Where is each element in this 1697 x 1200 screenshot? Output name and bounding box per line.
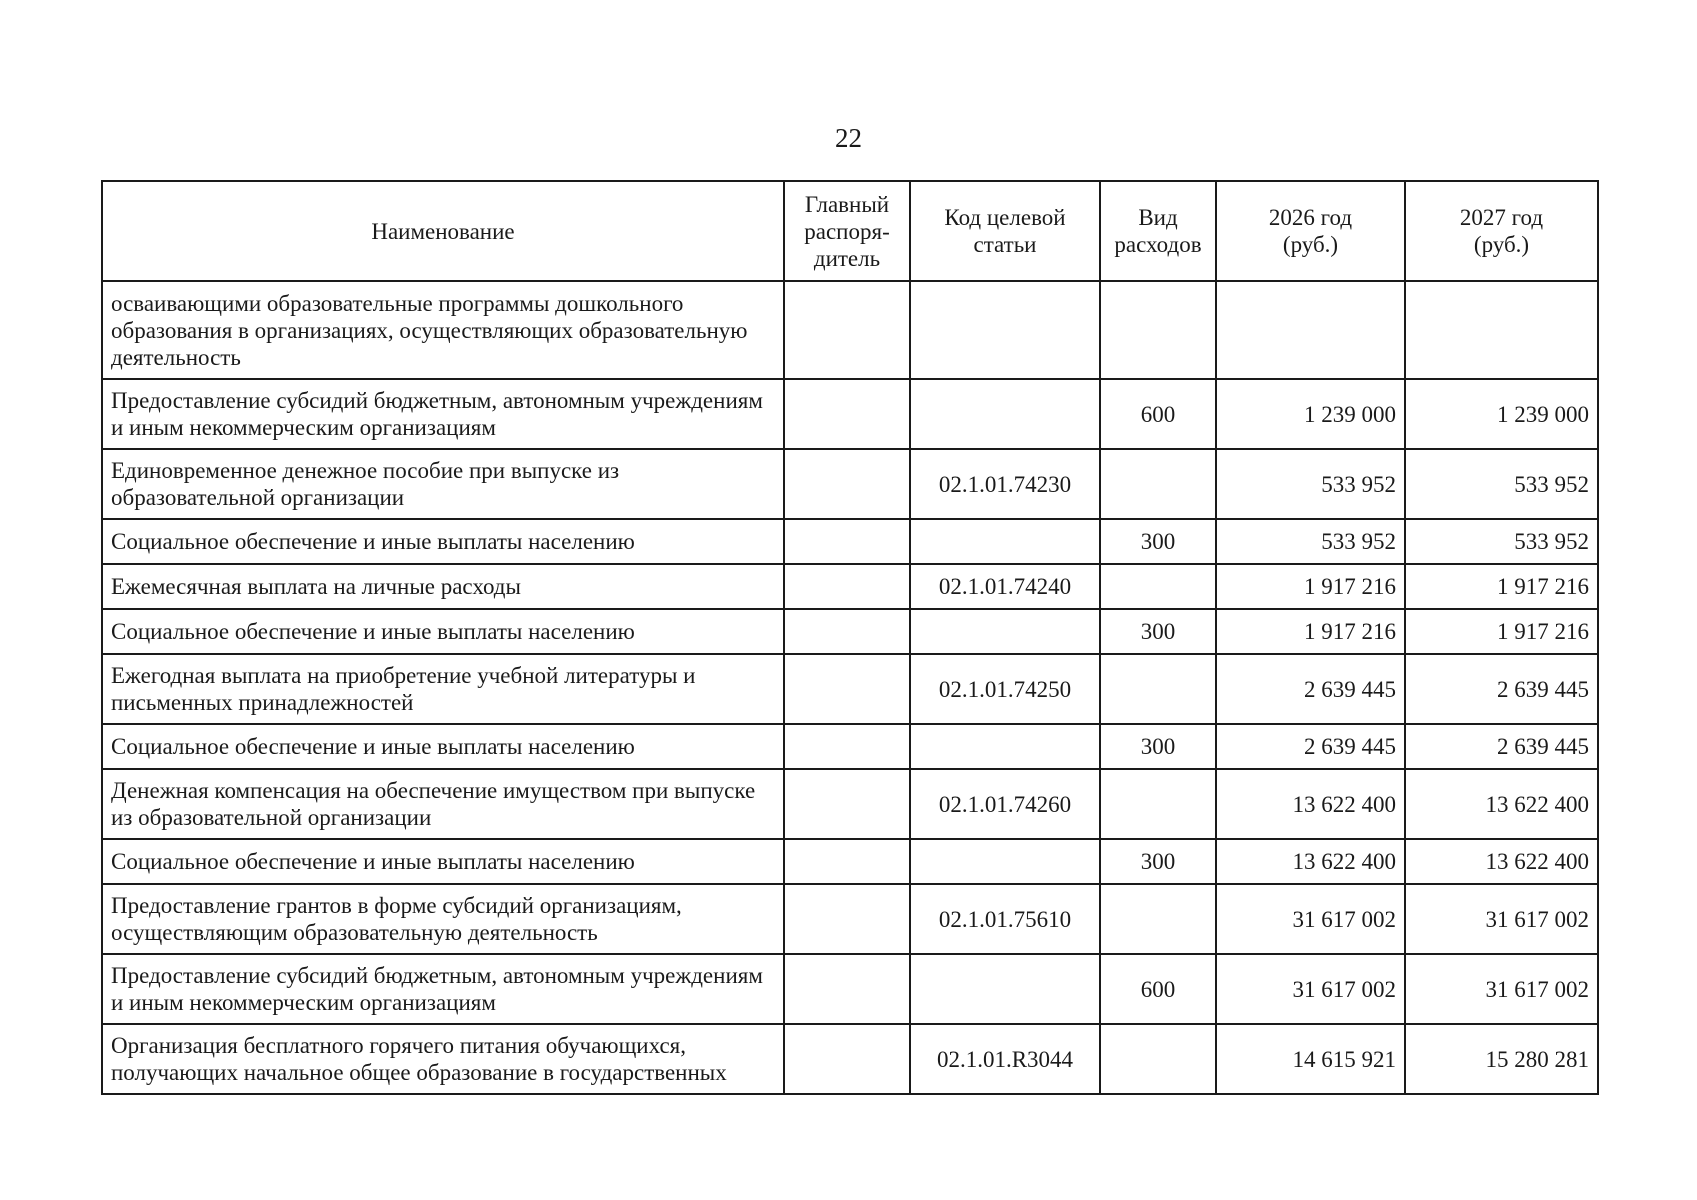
header-admin-line: распоря- (804, 218, 890, 244)
cell-2027 (1405, 281, 1598, 379)
cell-name: Организация бесплатного горячего питания обучающихся, получающих начальное общее образование в государственных (102, 1024, 784, 1094)
cell-name: Социальное обеспечение и иные выплаты населению (102, 609, 784, 654)
cell-2026: 31 617 002 (1216, 954, 1405, 1024)
cell-name: Социальное обеспечение и иные выплаты населению (102, 724, 784, 769)
header-year-2026-line: 2026 год (1268, 205, 1353, 230)
header-admin-line: дитель (813, 245, 881, 271)
header-kind-line: расходов (1114, 232, 1202, 257)
header-admin (784, 181, 910, 281)
table-row (102, 884, 1598, 954)
cell-2027: 2 639 445 (1405, 654, 1598, 724)
cell-admin (784, 564, 910, 609)
cell-2026: 13 622 400 (1216, 839, 1405, 884)
cell-code (910, 281, 1100, 379)
cell-kind (1100, 564, 1216, 609)
cell-admin (784, 724, 910, 769)
cell-code: 02.1.01.74240 (910, 564, 1100, 609)
cell-kind (1100, 884, 1216, 954)
cell-code: 02.1.01.74230 (910, 449, 1100, 519)
cell-code (910, 609, 1100, 654)
header-year-2027 (1405, 181, 1598, 281)
header-name-line: Наименование (371, 218, 515, 244)
cell-2026: 1 917 216 (1216, 609, 1405, 654)
cell-admin (784, 769, 910, 839)
cell-name: Денежная компенсация на обеспечение имуществом при выпуске из образовательной организации (102, 769, 784, 839)
cell-2026: 1 239 000 (1216, 379, 1405, 449)
header-code-line: Код целевой (944, 205, 1066, 230)
cell-name: Социальное обеспечение и иные выплаты населению (102, 519, 784, 564)
cell-kind (1100, 1024, 1216, 1094)
cell-code (910, 839, 1100, 884)
cell-name: Ежемесячная выплата на личные расходы (102, 564, 784, 609)
cell-2026: 13 622 400 (1216, 769, 1405, 839)
cell-admin (784, 609, 910, 654)
cell-kind (1100, 769, 1216, 839)
header-code (910, 181, 1100, 281)
table-row (102, 769, 1598, 839)
cell-kind: 600 (1100, 379, 1216, 449)
cell-code: 02.1.01.75610 (910, 884, 1100, 954)
cell-2026 (1216, 281, 1405, 379)
cell-2027: 13 622 400 (1405, 769, 1598, 839)
cell-kind (1100, 281, 1216, 379)
header-kind-line: Вид (1138, 205, 1178, 230)
cell-2026: 2 639 445 (1216, 724, 1405, 769)
cell-2027: 1 239 000 (1405, 379, 1598, 449)
table-row (102, 724, 1598, 769)
cell-kind (1100, 654, 1216, 724)
cell-admin (784, 839, 910, 884)
cell-2026: 533 952 (1216, 519, 1405, 564)
budget-table (101, 180, 1599, 1095)
table-row (102, 1024, 1598, 1094)
header-year-2027-line: (руб.) (1473, 232, 1530, 257)
cell-name: Единовременное денежное пособие при выпуске из образовательной организации (102, 449, 784, 519)
table-row (102, 564, 1598, 609)
header-year-2026-line: (руб.) (1282, 232, 1339, 257)
table-row (102, 281, 1598, 379)
table-row (102, 379, 1598, 449)
cell-kind: 300 (1100, 724, 1216, 769)
header-code-line: статьи (973, 232, 1037, 257)
header-kind (1100, 181, 1216, 281)
cell-2027: 15 280 281 (1405, 1024, 1598, 1094)
cell-admin (784, 1024, 910, 1094)
cell-admin (784, 519, 910, 564)
cell-code (910, 379, 1100, 449)
cell-kind: 300 (1100, 609, 1216, 654)
cell-name: Социальное обеспечение и иные выплаты населению (102, 839, 784, 884)
cell-name: осваивающими образовательные программы дошкольного образования в организациях, осуществляющих образовательную деятельность (102, 281, 784, 379)
cell-admin (784, 281, 910, 379)
cell-code: 02.1.01.R3044 (910, 1024, 1100, 1094)
cell-2026: 1 917 216 (1216, 564, 1405, 609)
cell-name: Ежегодная выплата на приобретение учебной литературы и письменных принадлежностей (102, 654, 784, 724)
cell-2026: 14 615 921 (1216, 1024, 1405, 1094)
header-year-2026 (1216, 181, 1405, 281)
header-admin-line: Главный (804, 191, 890, 217)
cell-2027: 1 917 216 (1405, 564, 1598, 609)
cell-name: Предоставление субсидий бюджетным, автономным учреждениям и иным некоммерческим организациям (102, 954, 784, 1024)
cell-2026: 31 617 002 (1216, 884, 1405, 954)
cell-admin (784, 379, 910, 449)
cell-code: 02.1.01.74250 (910, 654, 1100, 724)
cell-2027: 2 639 445 (1405, 724, 1598, 769)
cell-kind: 300 (1100, 519, 1216, 564)
table-row (102, 519, 1598, 564)
cell-name: Предоставление грантов в форме субсидий организациям, осуществляющим образовательную деятельность (102, 884, 784, 954)
cell-name: Предоставление субсидий бюджетным, автономным учреждениям и иным некоммерческим организациям (102, 379, 784, 449)
header-name (102, 181, 784, 281)
cell-admin (784, 884, 910, 954)
table-row (102, 839, 1598, 884)
cell-kind: 300 (1100, 839, 1216, 884)
cell-code (910, 724, 1100, 769)
cell-2027: 533 952 (1405, 519, 1598, 564)
table-row (102, 609, 1598, 654)
table-header-row (102, 181, 1598, 281)
header-year-2027-line: 2027 год (1459, 205, 1544, 230)
table-row (102, 449, 1598, 519)
cell-2027: 31 617 002 (1405, 884, 1598, 954)
cell-2027: 31 617 002 (1405, 954, 1598, 1024)
table-row (102, 954, 1598, 1024)
cell-code: 02.1.01.74260 (910, 769, 1100, 839)
cell-admin (784, 954, 910, 1024)
table-row (102, 654, 1598, 724)
cell-admin (784, 449, 910, 519)
cell-2027: 13 622 400 (1405, 839, 1598, 884)
page-number: 22 (835, 123, 862, 153)
cell-2027: 1 917 216 (1405, 609, 1598, 654)
cell-code (910, 519, 1100, 564)
cell-2027: 533 952 (1405, 449, 1598, 519)
cell-admin (784, 654, 910, 724)
cell-2026: 2 639 445 (1216, 654, 1405, 724)
cell-2026: 533 952 (1216, 449, 1405, 519)
cell-kind: 600 (1100, 954, 1216, 1024)
cell-kind (1100, 449, 1216, 519)
cell-code (910, 954, 1100, 1024)
